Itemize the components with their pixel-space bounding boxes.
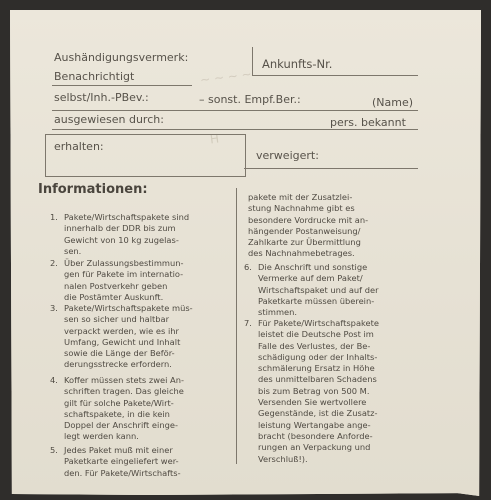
received-label: erhalten:	[54, 140, 104, 153]
delivery-note-label: Aushändigungsvermerk:	[54, 51, 189, 64]
notified-line[interactable]	[52, 85, 192, 86]
personally-known-label: pers. bekannt	[330, 116, 406, 129]
identified-by-label: ausgewiesen durch:	[54, 113, 164, 126]
info-heading: Informationen:	[38, 182, 148, 197]
arrival-number-label: Ankunfts-Nr.	[262, 57, 333, 71]
show-through-marking: ~ ~ ~ ~	[199, 66, 253, 88]
other-recipient-label: – sonst. Empf.Ber.:	[199, 93, 301, 106]
show-through-marking: H	[209, 131, 220, 147]
info-column-divider	[236, 188, 237, 464]
refused-line[interactable]	[244, 168, 418, 169]
identification-line[interactable]	[52, 129, 418, 130]
arrival-number-line[interactable]	[252, 75, 418, 76]
info-continuation: pakete mit der Zusatzlei- stung Nachnahme gibt es besondere Vordrucke mit an- hängender Postanweisung/ Zahlkarte zur Übermittlung des Nachnahmebetrages.	[248, 192, 369, 259]
recipient-line[interactable]	[52, 110, 418, 111]
self-label: selbst/Inh.-PBev.:	[54, 91, 149, 104]
arrival-box-divider	[252, 47, 253, 75]
refused-label: verweigert:	[256, 149, 319, 162]
name-hint: (Name)	[372, 96, 414, 109]
notified-label: Benachrichtigt	[54, 70, 135, 83]
